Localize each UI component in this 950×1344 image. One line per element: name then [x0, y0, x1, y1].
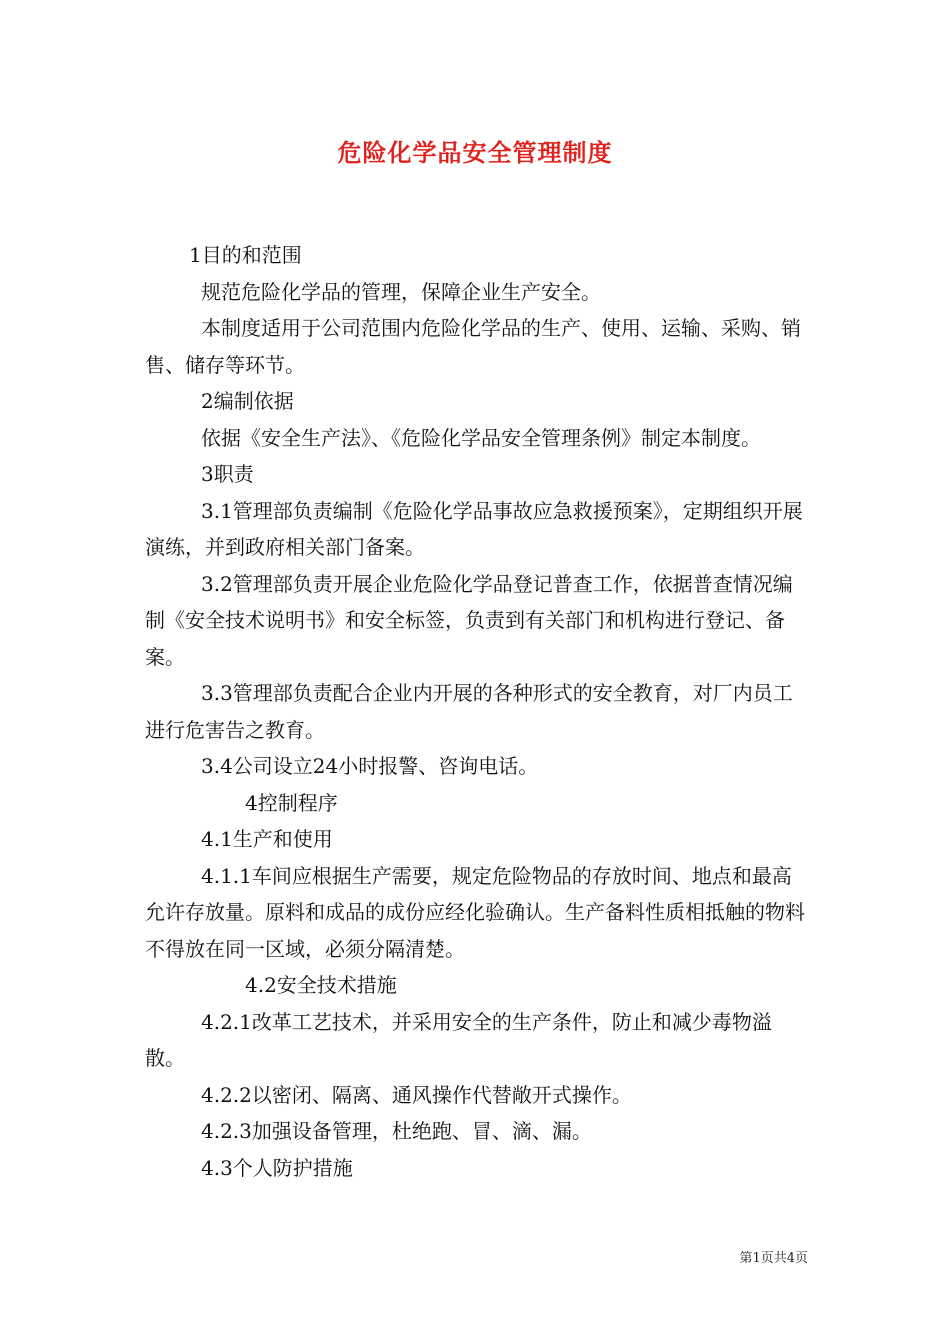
- paragraph: 3.4公司设立24小时报警、咨询电话。: [201, 754, 539, 778]
- paragraph: 依据《安全生产法》、《危险化学品安全管理条例》制定本制度。: [201, 425, 761, 450]
- paragraph: 4.1生产和使用: [201, 827, 333, 851]
- paragraph: 1目的和范围: [189, 243, 302, 267]
- paragraph: 3.2管理部负责开展企业危险化学品登记普查工作，依据普查情况编制《安全技术说明书》和安全标签，负责到有关部门和机构进行登记、备案。: [145, 571, 793, 669]
- paragraph: 4.2.3加强设备管理，杜绝跑、冒、滴、漏。: [201, 1119, 592, 1143]
- paragraph: 4.2.2以密闭、隔离、通风操作代替敞开式操作。: [201, 1082, 632, 1107]
- paragraph: 4.1.1车间应根据生产需要，规定危险物品的存放时间、地点和最高允许存放量。原料和成品的成份应经化验确认。生产备料性质相抵触的物料不得放在同一区域，必须分隔清楚。: [145, 863, 805, 961]
- paragraph: 4.3个人防护措施: [201, 1155, 353, 1180]
- paragraph: 3.3管理部负责配合企业内开展的各种形式的安全教育，对厂内员工进行危害告之教育。: [145, 681, 793, 742]
- page-number: 第1页共4页: [739, 1251, 808, 1266]
- paragraph: 4控制程序: [245, 790, 338, 815]
- document-body: [145, 237, 810, 1186]
- document-title: 危险化学品安全管理制度: [337, 139, 613, 167]
- paragraph: 规范危险化学品的管理，保障企业生产安全。: [201, 279, 601, 304]
- paragraph: 4.2.1改革工艺技术，并采用安全的生产条件，防止和减少毒物溢散。: [145, 1009, 772, 1070]
- paragraph: 本制度适用于公司范围内危险化学品的生产、使用、运输、采购、销售、储存等环节。: [145, 316, 801, 377]
- paragraph: 3.1管理部负责编制《危险化学品事故应急救援预案》，定期组织开展演练，并到政府相关部门备案。: [145, 498, 803, 559]
- paragraph: 2编制依据: [201, 389, 294, 413]
- paragraph: 3职责: [201, 462, 254, 486]
- paragraph: 4.2安全技术措施: [245, 973, 397, 997]
